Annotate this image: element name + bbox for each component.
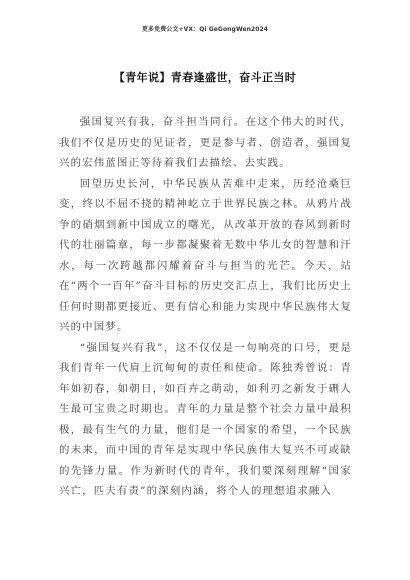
paragraph: “强国复兴有我”，这不仅仅是一句响亮的口号，更是我们青年一代肩上沉甸甸的责任和使命。陈独秀曾说：青年如初春，如朝日，如百卉之萌动，如利刃之新发于硎人生最可宝贵之时期也。青年的力量是整个社会力量中最积极，最有生气的力量，他们是一个国家的希望，一个民族的未来，而中国的青年是实现中华民族伟大复兴不可或缺的先锋力量。作为新时代的青年，我们要深刻理解“国家兴亡，匹夫有责”的深刻内涵，将个人的理想追求融入 (59, 341, 352, 497)
paragraph: 回望历史长河，中华民族从苦难中走来，历经沧桑巨变，终以不屈不挠的精神屹立于世界民族之林。从鸦片战争的硝烟到新中国成立的曙光，从改革开放的春风到新时代的壮丽篇章，每一步都凝聚着无数中华儿女的智慧和汗水，每一次跨越都闪耀着奋斗与担当的光芒。今天，站在“两个一百年”奋斗目标的历史交汇点上，我们比历史上任何时期都更接近、更有信心和能力实现中华民族伟大复兴的中国梦。 (59, 177, 352, 333)
paragraph: 强国复兴有我，奋斗担当同行。在这个伟大的时代，我们不仅是历史的见证者，更是参与者、创造者，强国复兴的宏伟蓝图正等待着我们去描绘、去实践。 (59, 116, 352, 169)
header-promo-note: 更多免费公文+VX：Qi GeGongWen2024 (141, 26, 269, 33)
document-body (59, 112, 352, 502)
document-title: 【青年说】青春逢盛世，奋斗正当时 (113, 71, 297, 84)
